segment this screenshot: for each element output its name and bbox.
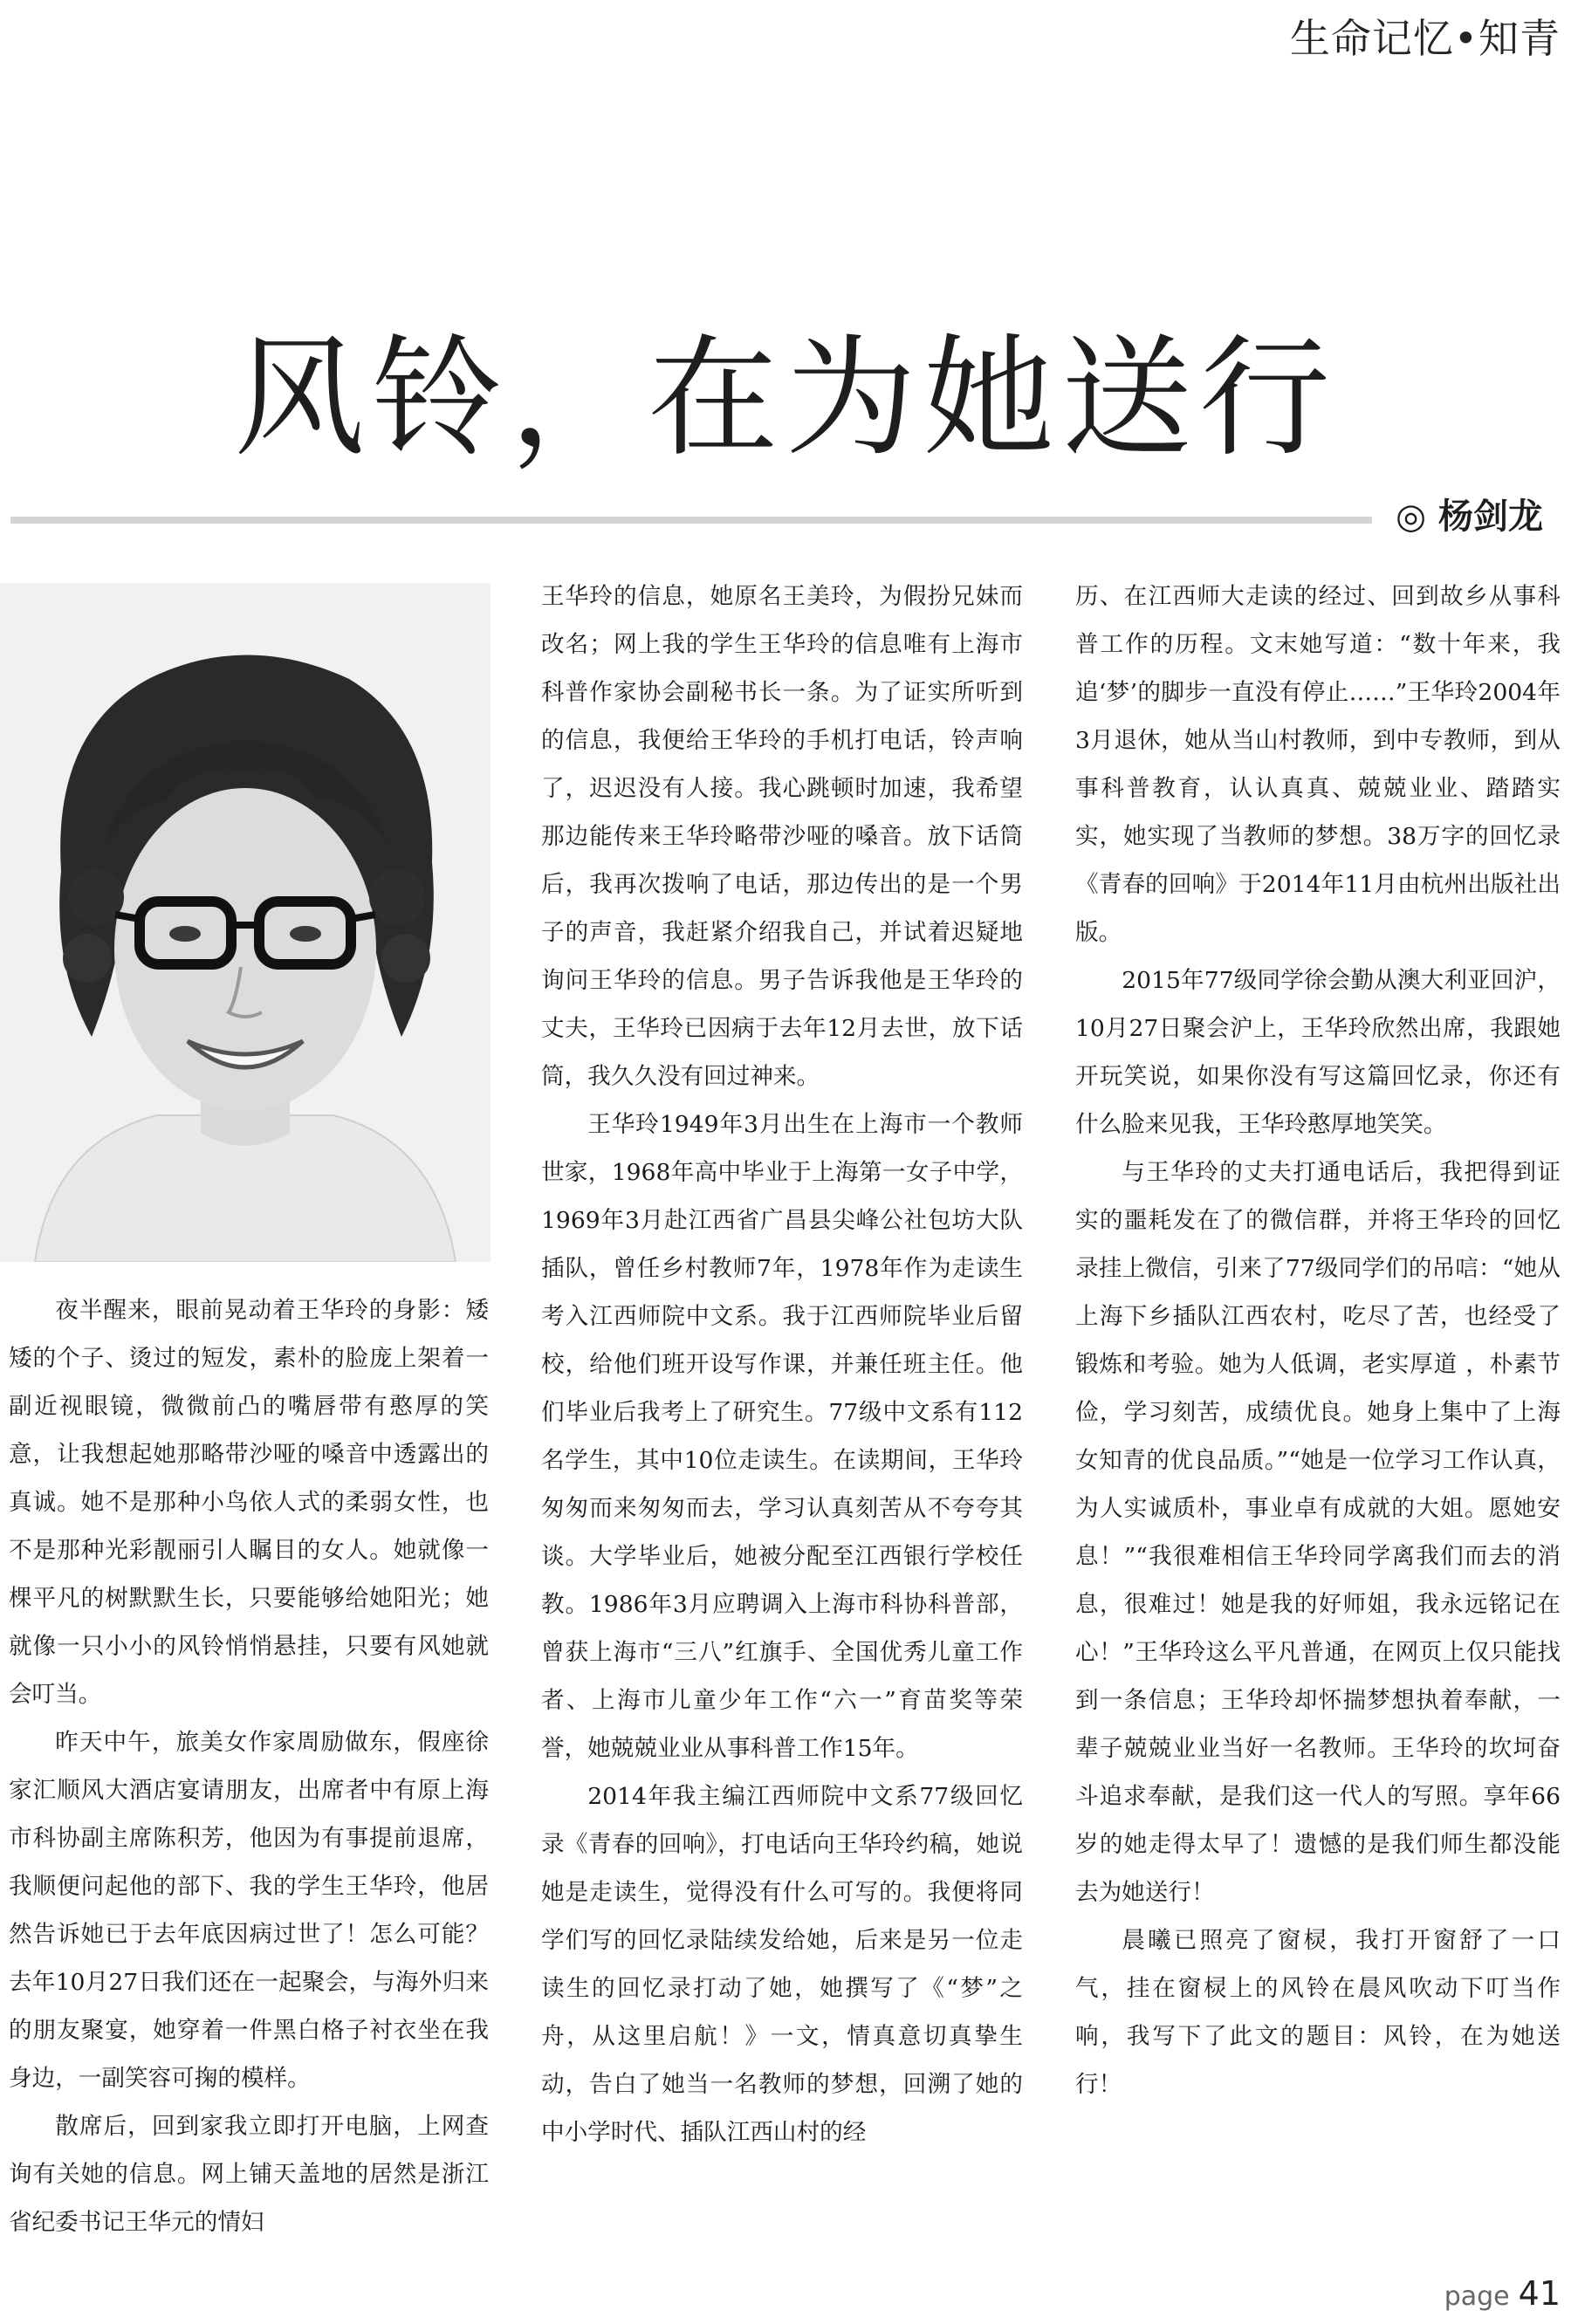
portrait-illustration	[0, 583, 491, 1262]
paragraph: 夜半醒来，眼前晃动着王华玲的身影：矮矮的个子、烫过的短发，素朴的脸庞上架着一副近视眼镜，微微前凸的嘴唇带有憨厚的笑意，让我想起她那略带沙哑的嗓音中透露出的真诚。她不是那种小鸟依人式的柔弱女性，也不是那种光彩靓丽引人瞩目的女人。她就像一棵平凡的树默默生长，只要能够给她阳光；她就像一只小小的风铃悄悄悬挂，只要有风她就会叮当。	[9, 1297, 489, 1708]
page-word: page	[1444, 2281, 1510, 2312]
paragraph-continued: 王华玲的信息，她原名王美玲，为假扮兄妹而改名；网上我的学生王华玲的信息唯有上海市科普作家协会副秘书长一条。为了证实所听到的信息，我便给王华玲的手机打电话，铃声响了，迟迟没有人接。我心跳顿时加速，我希望那边能传来王华玲略带沙哑的嗓音。放下话筒后，我再次拨响了电话，那边传出的是一个男子的声音，我赶紧介绍我自己，并试着迟疑地询问王华玲的信息。男子告诉我他是王华玲的丈夫，王华玲已因病于去年12月去世，放下话筒，我久久没有回过神来。	[541, 583, 1023, 1090]
page-footer	[1444, 2274, 1561, 2313]
section-label: 生命记忆•知青	[1289, 15, 1561, 62]
paragraph: 昨天中午，旅美女作家周励做东，假座徐家汇顺风大酒店宴请朋友，出席者中有原上海市科协副主席陈积芳，他因为有事提前退席，我顺便问起他的部下、我的学生王华玲，他居然告诉她已于去年底因病过世了！怎么可能？去年10月27日我们还在一起聚会，与海外归来的朋友聚宴，她穿着一件黑白格子衬衣坐在我身边，一副笑容可掬的模样。	[9, 1729, 489, 2092]
text-column-1	[9, 1286, 489, 2246]
paragraph: 2015年77级同学徐会勤从澳大利亚回沪，10月27日聚会沪上，王华玲欣然出席，我跟她开玩笑说，如果你没有写这篇回忆录，你还有什么脸来见我，王华玲憨厚地笑笑。	[1075, 967, 1561, 1138]
portrait-photo	[0, 583, 491, 1262]
paragraph-continued: 历、在江西师大走读的经过、回到故乡从事科普工作的历程。文末她写道：“数十年来，我追‘梦’的脚步一直没有停止……”王华玲2004年3月退休，她从当山村教师，到中专教师，到从事科普教育，认认真真、兢兢业业、踏踏实实，她实现了当教师的梦想。38万字的回忆录《青春的回响》于2014年11月由杭州出版社出版。	[1075, 583, 1561, 946]
paragraph: 晨曦已照亮了窗棂，我打开窗舒了一口气，挂在窗棂上的风铃在晨风吹动下叮当作响，我写下了此文的题目：风铃，在为她送行！	[1075, 1927, 1561, 2098]
text-column-3	[1075, 572, 1561, 2108]
article-title: 风铃，在为她送行	[233, 323, 1337, 475]
paragraph: 王华玲1949年3月出生在上海市一个教师世家，1968年高中毕业于上海第一女子中学，1969年3月赴江西省广昌县尖峰公社包坊大队插队，曾任乡村教师7年，1978年作为走读生考入江西师院中文系。我于江西师院毕业后留校，给他们班开设写作课，并兼任班主任。他们毕业后我考上了研究生。77级中文系有112名学生，其中10位走读生。在读期间，王华玲匆匆而来匆匆而去，学习认真刻苦从不夸夸其谈。大学毕业后，她被分配至江西银行学校任教。1986年3月应聘调入上海市科协科普部，曾获上海市“三八”红旗手、全国优秀儿童工作者、上海市儿童少年工作“六一”育苗奖等荣誉，她兢兢业业从事科普工作15年。	[541, 1111, 1023, 1762]
title-divider	[10, 517, 1372, 524]
paragraph: 与王华玲的丈夫打通电话后，我把得到证实的噩耗发在了的微信群，并将王华玲的回忆录挂上微信，引来了77级同学们的吊唁：“她从上海下乡插队江西农村，吃尽了苦，也经受了锻炼和考验。她为人低调，老实厚道 ，朴素节俭，学习刻苦，成绩优良。她身上集中了上海女知青的优良品质。”“她是一位学习工作认真，为人实诚质朴，事业卓有成就的大姐。愿她安息！”“我很难相信王华玲同学离我们而去的消息，很难过！她是我的好师姐，我永远铭记在心！”王华玲这么平凡普通，在网页上仅只能找到一条信息；王华玲却怀揣梦想执着奉献，一辈子兢兢业业当好一名教师。王华玲的坎坷奋斗追求奉献，是我们这一代人的写照。享年66岁的她走得太早了！遗憾的是我们师生都没能去为她送行！	[1075, 1159, 1561, 1906]
page-number: 41	[1518, 2274, 1561, 2313]
author-byline: ◎ 杨剑龙	[1396, 497, 1543, 537]
paragraph: 2014年我主编江西师院中文系77级回忆录《青春的回响》，打电话向王华玲约稿，她说她是走读生，觉得没有什么可写的。我便将同学们写的回忆录陆续发给她，后来是另一位走读生的回忆录打动了她，她撰写了《“梦”之舟，从这里启航！》一文，情真意切真挚生动，告白了她当一名教师的梦想，回溯了她的中小学时代、插队江西山村的经	[541, 1783, 1023, 2146]
paragraph: 散席后，回到家我立即打开电脑，上网查询有关她的信息。网上铺天盖地的居然是浙江省纪委书记王华元的情妇	[9, 2113, 489, 2236]
text-column-2	[541, 572, 1023, 2156]
